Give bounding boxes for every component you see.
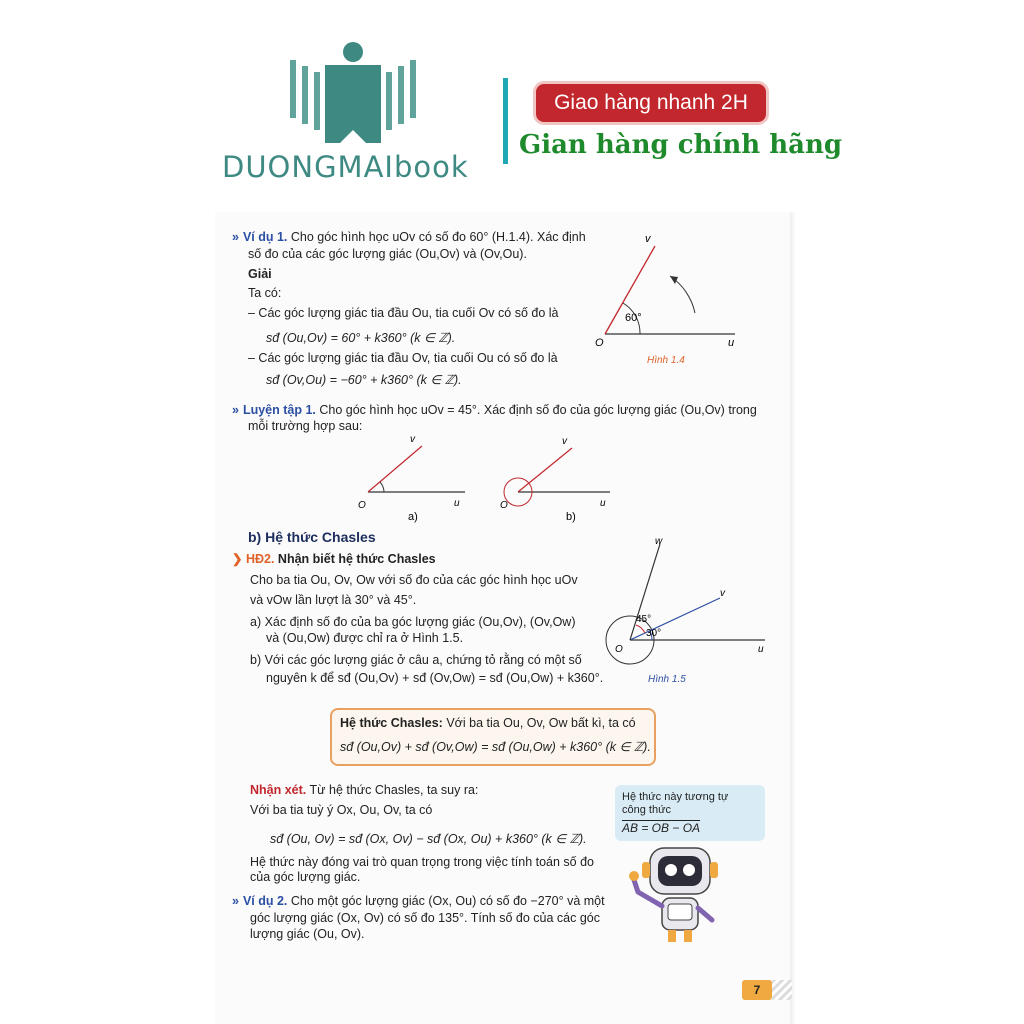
fig-b-label-o: O bbox=[500, 500, 508, 511]
vd1-line2: số đo của các góc lượng giác (Ou,Ov) và (Ov,Ou). bbox=[248, 247, 527, 261]
page-edge bbox=[790, 212, 796, 1024]
vd1-taco: Ta có: bbox=[248, 286, 282, 300]
hd2-arrow-icon: ❯ bbox=[232, 552, 246, 566]
chasles-text: Với ba tia Ou, Ov, Ow bất kì, ta có bbox=[446, 716, 636, 730]
figure-caption: Hình 1.4 bbox=[647, 355, 685, 366]
fig-b-ray-ov bbox=[518, 448, 572, 492]
label-v: v bbox=[645, 233, 651, 245]
vd1-formula2: sđ (Ov,Ou) = −60° + k360° (k ∈ ℤ). bbox=[266, 373, 462, 387]
fig-a-label-u: u bbox=[454, 498, 460, 509]
robot-note-formula: AB = OB − OA bbox=[622, 821, 701, 835]
nx-line2: Với ba tia tuỳ ý Ox, Ou, Ov, ta có bbox=[250, 803, 433, 817]
tagline: Gian hàng chính hãng bbox=[519, 130, 843, 160]
hd2-b1: b) Với các góc lượng giác ở câu a, chứng tỏ rằng có một số bbox=[250, 653, 582, 667]
fig-b-label: b) bbox=[566, 511, 576, 523]
fig15-label-u: u bbox=[758, 644, 764, 655]
fig-a-label: a) bbox=[408, 511, 418, 523]
lt1-figures bbox=[350, 430, 610, 530]
vd2-line1 bbox=[232, 893, 605, 910]
hd2-heading-text: Nhận biết hệ thức Chasles bbox=[277, 552, 436, 566]
arrow-icon: » bbox=[232, 894, 239, 908]
robot-note-line2: công thức bbox=[622, 804, 671, 816]
fig15-label-v: v bbox=[720, 588, 725, 599]
page-number-decoration bbox=[772, 980, 792, 1000]
fig15-label-45: 45° bbox=[636, 614, 652, 625]
lt1-title: Luyện tập 1. bbox=[242, 403, 316, 417]
label-angle: 60° bbox=[625, 312, 642, 324]
fig15-caption: Hình 1.5 bbox=[648, 674, 686, 685]
fig15-label-30: 30° bbox=[646, 628, 662, 639]
fig15-label-w: w bbox=[655, 536, 663, 547]
header-divider bbox=[503, 78, 508, 164]
vd1-bullet2: – Các góc lượng giác tia đầu Ov, tia cuối Ou có số đo là bbox=[248, 351, 558, 365]
fig-b-label-u: u bbox=[600, 498, 606, 509]
delivery-badge: Giao hàng nhanh 2H bbox=[536, 84, 766, 122]
lt1-line1 bbox=[232, 402, 757, 419]
section-heading: b) Hệ thức Chasles bbox=[248, 529, 376, 545]
arrow-icon: » bbox=[232, 403, 239, 417]
vd2-title: Ví dụ 2. bbox=[242, 894, 288, 908]
fig-a-arc bbox=[380, 482, 384, 492]
figure-1-5 bbox=[600, 530, 780, 690]
hd2-a2: và (Ou,Ow) được chỉ ra ở Hình 1.5. bbox=[266, 631, 464, 645]
fig-a-ray-ov bbox=[368, 446, 422, 492]
vd1-bullet1: – Các góc lượng giác tia đầu Ou, tia cuối Ov có số đo là bbox=[248, 306, 559, 320]
vd1-text1: Cho góc hình học uOv có số đo 60° (H.1.4). Xác định bbox=[290, 230, 586, 244]
nx-text1: Từ hệ thức Chasles, ta suy ra: bbox=[309, 783, 479, 797]
vd1-title: Ví dụ 1. bbox=[242, 230, 288, 244]
nx-title: Nhận xét. bbox=[250, 783, 307, 797]
figure-1-4 bbox=[585, 228, 755, 368]
robot-mascot-icon bbox=[628, 840, 738, 950]
fig-b-label-v: v bbox=[562, 436, 567, 447]
fig15-ray-ow bbox=[630, 544, 660, 640]
vd1-line1 bbox=[232, 229, 586, 246]
nx-formula: sđ (Ou, Ov) = sđ (Ox, Ov) − sđ (Ox, Ou) + k360° (k ∈ ℤ). bbox=[270, 832, 587, 846]
vd2-line2: góc lượng giác (Ox, Ov) có số đo 135°. Tính số đo của các góc bbox=[250, 911, 600, 925]
vd1-formula1: sđ (Ou,Ov) = 60° + k360° (k ∈ ℤ). bbox=[266, 331, 456, 345]
vd1-solution-heading: Giải bbox=[248, 267, 272, 281]
fig15-arc-45 bbox=[636, 625, 645, 633]
nx-line4: của góc lượng giác. bbox=[250, 870, 361, 884]
page-number: 7 bbox=[742, 980, 772, 1000]
fig-a-label-o: O bbox=[358, 500, 366, 511]
rotation-arrow-icon bbox=[670, 276, 678, 284]
chasles-label: Hệ thức Chasles: bbox=[340, 716, 443, 730]
brand-name: DUONGMAIbook bbox=[222, 150, 469, 184]
nx-line3: Hệ thức này đóng vai trò quan trọng trong việc tính toán số đo bbox=[250, 855, 595, 869]
hd2-line1: Cho ba tia Ou, Ov, Ow với số đo của các góc hình học uOv bbox=[250, 573, 578, 587]
fig15-label-o: O bbox=[615, 644, 623, 655]
book-logo-icon bbox=[220, 40, 480, 150]
robot-note-line1: Hệ thức này tương tự bbox=[622, 791, 729, 803]
hd2-heading bbox=[232, 551, 436, 568]
hd2-b2: nguyên k để sđ (Ou,Ov) + sđ (Ov,Ow) = sđ (Ou,Ow) + k360°. bbox=[266, 671, 604, 685]
hd2-a1: a) Xác định số đo của ba góc lượng giác (Ou,Ov), (Ov,Ow) bbox=[250, 615, 576, 629]
lt1-line2: mỗi trường hợp sau: bbox=[248, 419, 363, 433]
arrow-icon: » bbox=[232, 230, 239, 244]
vd2-line3: lượng giác (Ou, Ov). bbox=[250, 927, 365, 941]
chasles-line1 bbox=[340, 715, 636, 732]
hd2-title: HĐ2. bbox=[245, 552, 275, 566]
fig-a-label-v: v bbox=[410, 434, 415, 445]
label-o: O bbox=[595, 337, 604, 349]
hd2-line2: và vOw lần lượt là 30° và 45°. bbox=[250, 593, 417, 607]
nx-line1 bbox=[250, 782, 478, 799]
chasles-formula: sđ (Ou,Ov) + sđ (Ov,Ow) = sđ (Ou,Ow) + k360° (k ∈ ℤ). bbox=[340, 740, 651, 754]
lt1-text1: Cho góc hình học uOv = 45°. Xác định số đo của góc lượng giác (Ou,Ov) trong bbox=[319, 403, 757, 417]
vd2-text1: Cho một góc lượng giác (Ox, Ou) có số đo −270° và một bbox=[290, 894, 605, 908]
label-u: u bbox=[728, 337, 735, 349]
